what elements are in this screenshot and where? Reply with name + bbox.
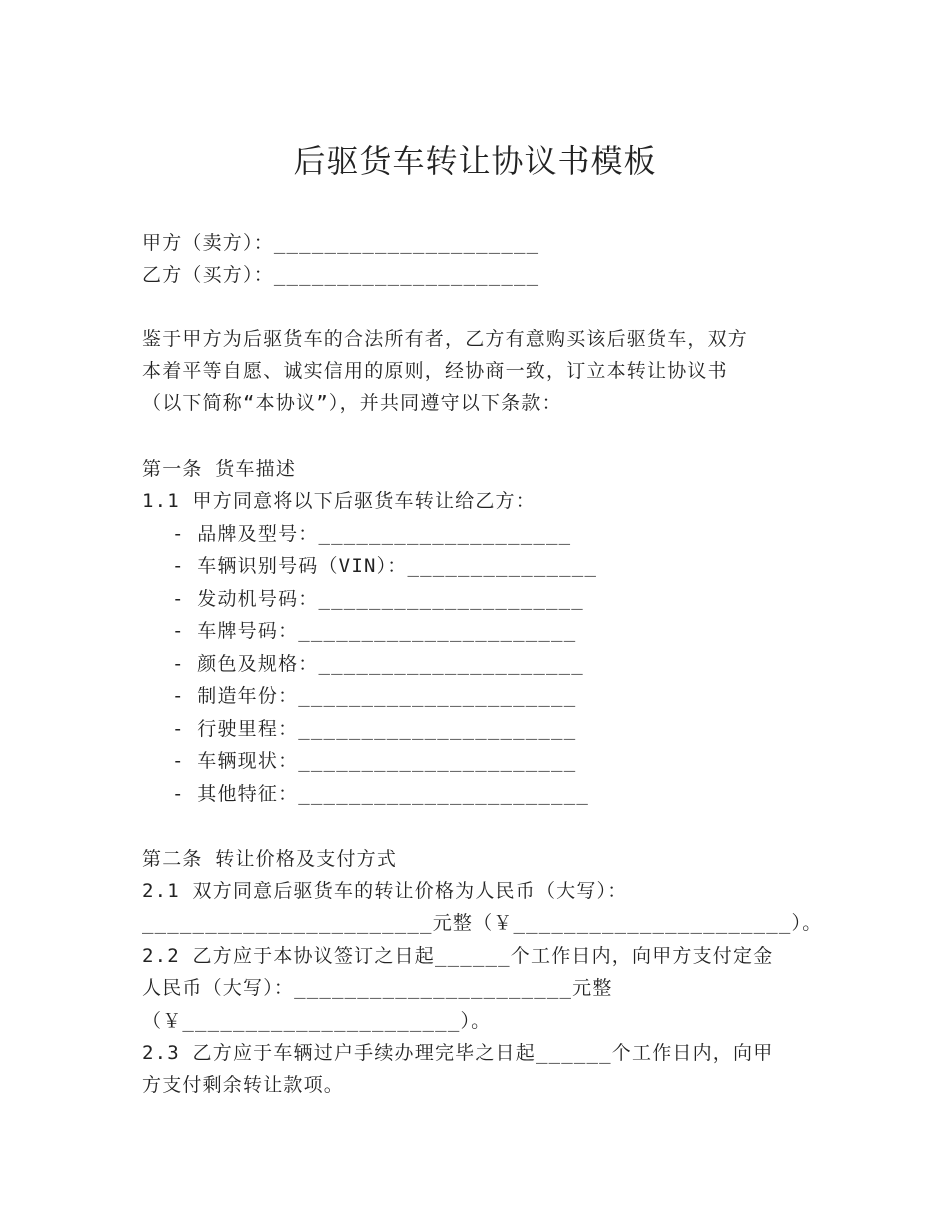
preamble-line-2: 本着平等自愿、诚实信用的原则，经协商一致，订立本转让协议书	[142, 360, 728, 382]
party-b-line: 乙方（买方）：_____________________	[142, 264, 540, 286]
party-a-line: 甲方（卖方）：_____________________	[142, 232, 540, 254]
vehicle-item-vin: - 车辆识别号码（VIN）：_______________	[172, 555, 598, 577]
clause-2-3: 2.3 乙方应于车辆过户手续办理完毕之日起______个工作日内，向甲	[142, 1042, 774, 1064]
preamble-line-1: 鉴于甲方为后驱货车的合法所有者，乙方有意购买该后驱货车，双方	[142, 328, 749, 350]
vehicle-item-plate-number: - 车牌号码：______________________	[172, 620, 577, 642]
vehicle-item-condition: - 车辆现状：______________________	[172, 750, 577, 772]
clause-2-2-amount: 人民币（大写）：______________________元整	[142, 977, 613, 999]
clause-2-1-amount: _______________________元整（￥______________________）。	[142, 912, 823, 934]
clause-2-2: 2.2 乙方应于本协议签订之日起______个工作日内，向甲方支付定金	[142, 945, 774, 967]
document-title: 后驱货车转让协议书模板	[293, 142, 657, 180]
clause-1-1: 1.1 甲方同意将以下后驱货车转让给乙方：	[142, 490, 536, 512]
preamble-line-3: （以下简称“本协议”），并共同遵守以下条款：	[142, 392, 562, 414]
article-1-heading: 第一条 货车描述	[142, 458, 297, 480]
article-2-heading: 第二条 转让价格及支付方式	[142, 848, 398, 870]
clause-2-1: 2.1 双方同意后驱货车的转让价格为人民币（大写）：	[142, 880, 628, 902]
vehicle-item-year: - 制造年份：______________________	[172, 685, 577, 707]
vehicle-item-brand-model: - 品牌及型号：____________________	[172, 523, 572, 545]
vehicle-item-color-spec: - 颜色及规格：_____________________	[172, 653, 584, 675]
vehicle-item-other-features: - 其他特征：_______________________	[172, 783, 589, 805]
vehicle-item-engine-number: - 发动机号码：_____________________	[172, 588, 584, 610]
clause-2-3-cont: 方支付剩余转让款项。	[142, 1074, 345, 1096]
vehicle-item-mileage: - 行驶里程：______________________	[172, 718, 577, 740]
clause-2-2-yuan: （￥______________________）。	[142, 1010, 492, 1032]
